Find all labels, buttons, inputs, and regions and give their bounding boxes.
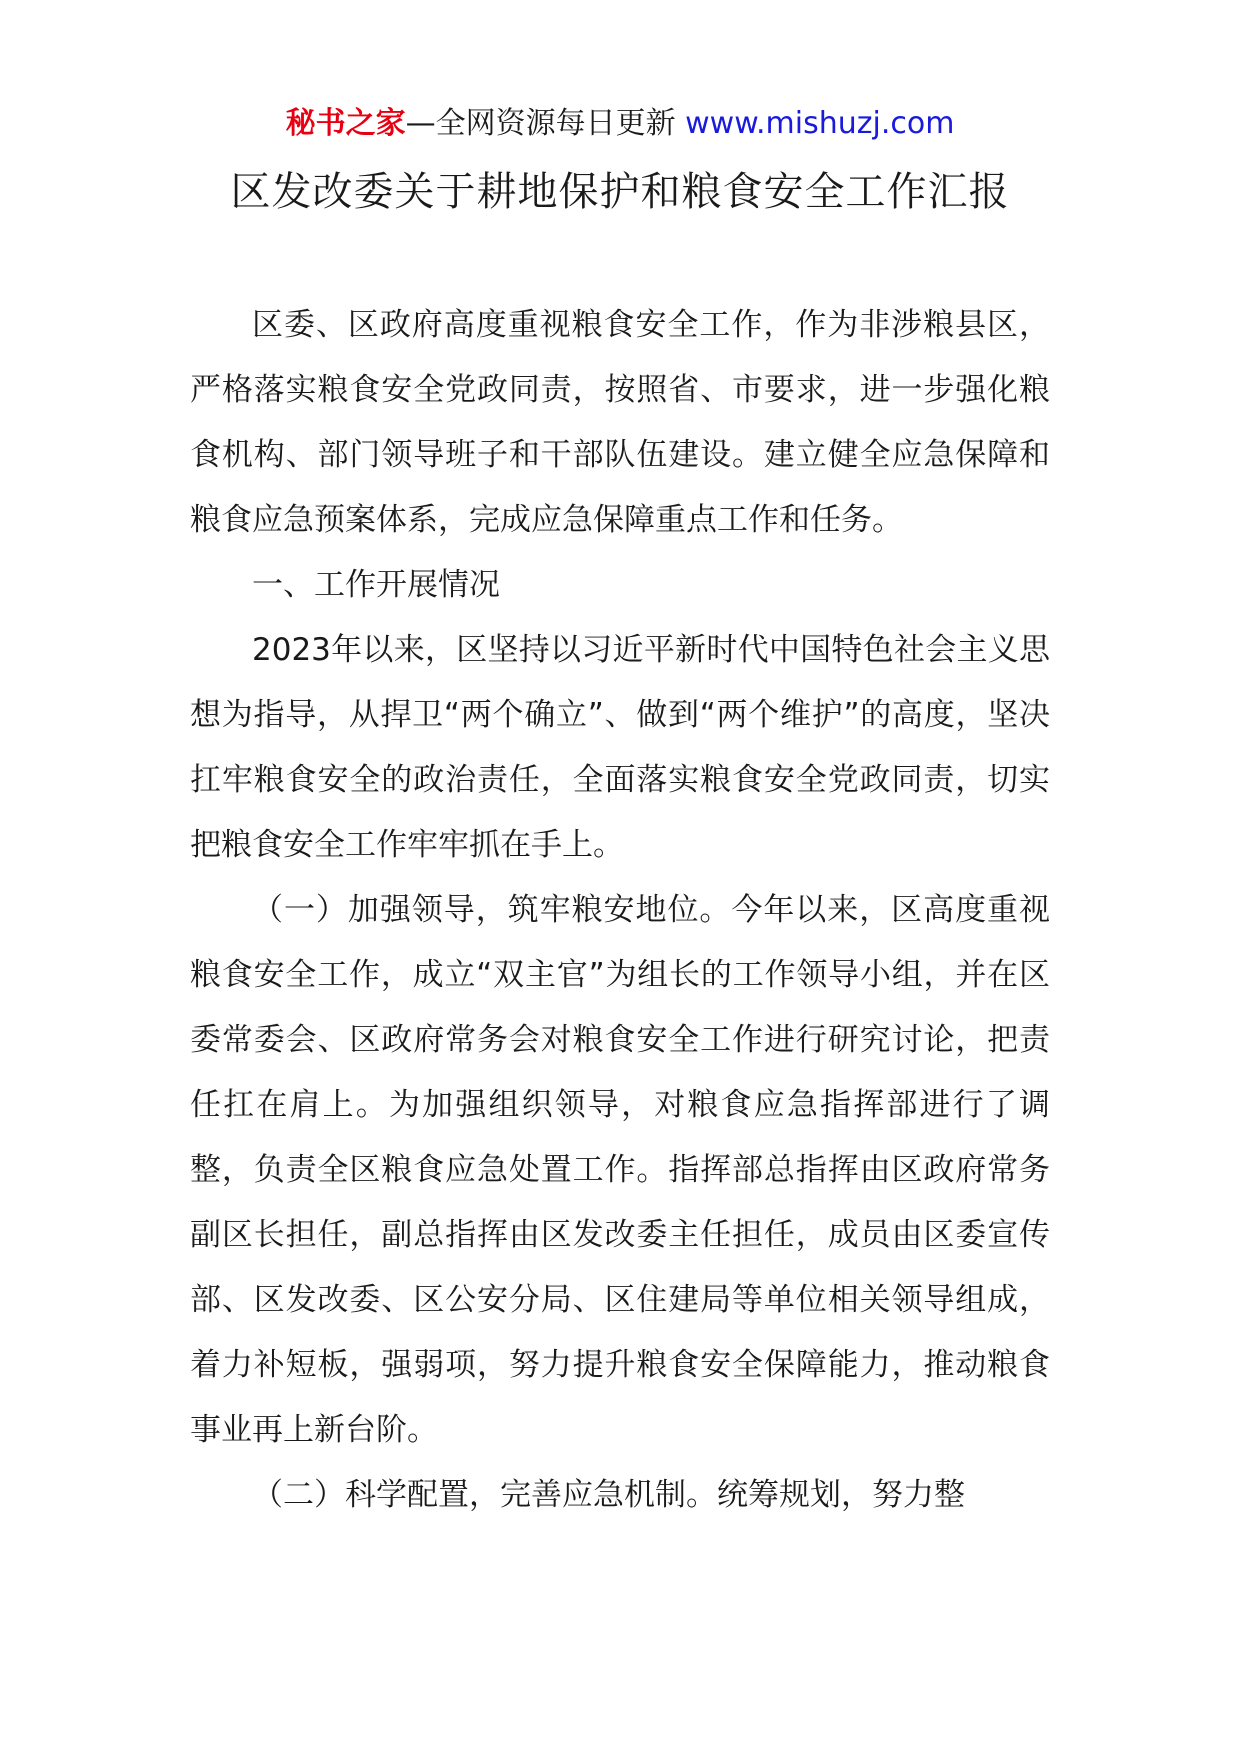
section-heading-1: 一、工作开展情况 <box>252 567 500 603</box>
brand-tagline: —全网资源每日更新 <box>405 106 676 141</box>
paragraph-overview: 2023年以来，区坚持以习近平新时代中国特色社会主义思想为指导，从捍卫“两个确立”、做到“两个维护”的高度，坚决扛牢粮食安全的政治责任，全面落实粮食安全党政同责，切实把粮食安全工作牢牢抓在手上。 <box>190 632 1050 863</box>
brand-url-link[interactable]: www.mishuzj.com <box>685 106 955 141</box>
paragraph-intro: 区委、区政府高度重视粮食安全工作，作为非涉粮县区，严格落实粮食安全党政同责，按照省、市要求，进一步强化粮食机构、部门领导班子和干部队伍建设。建立健全应急保障和粮食应急预案体系，完成应急保障重点工作和任务。 <box>190 307 1050 538</box>
paragraph-subsection-1: （一）加强领导，筑牢粮安地位。今年以来，区高度重视粮食安全工作，成立“双主官”为组长的工作领导小组，并在区委常委会、区政府常务会对粮食安全工作进行研究讨论，把责任扛在肩上。为加强组织领导，对粮食应急指挥部进行了调整，负责全区粮食应急处置工作。指挥部总指挥由区政府常务副区长担任，副总指挥由区发改委主任担任，成员由区委宣传部、区发改委、区公安分局、区住建局等单位相关领导组成，着力补短板，强弱项，努力提升粮食安全保障能力，推动粮食事业再上新台阶。 <box>190 892 1050 1448</box>
document-body <box>190 293 1050 1528</box>
paragraph-subsection-2: （二）科学配置，完善应急机制。统筹规划，努力整 <box>252 1477 965 1513</box>
watermark-header <box>0 100 1240 148</box>
document-title: 区发改委关于耕地保护和粮食安全工作汇报 <box>230 169 1010 215</box>
brand-name: 秘书之家 <box>285 106 406 141</box>
